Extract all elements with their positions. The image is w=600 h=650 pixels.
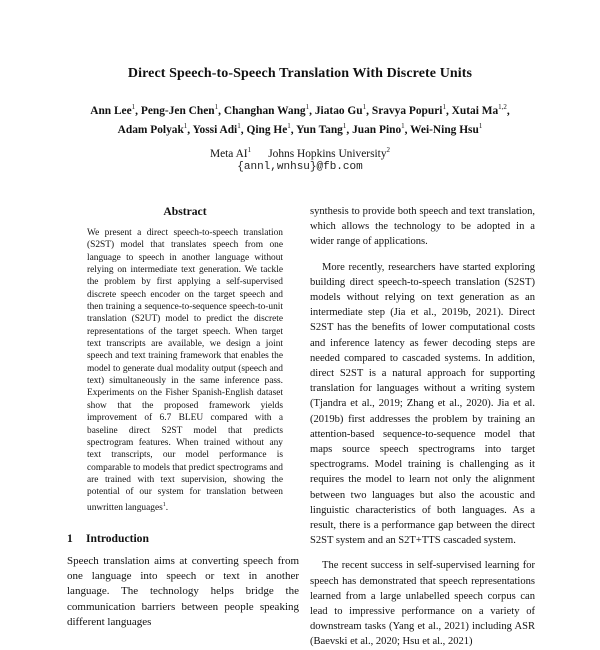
section-title: Introduction (86, 532, 149, 545)
author-name: Adam Polyak$^1$, (117, 122, 191, 136)
abstract-body: We present a direct speech-to-speech translation (S2ST) model that translates speech from one language to speech in another language without relying on intermediate text generation. We tackle the problem by first applying a self-supervised discrete speech encoder on the target speech and then training a sequence-to-sequence speech-to-unit translation (S2UT) model to predict the discrete representations of the target speech. When target text transcripts are available, we design a joint speech and text training framework that enables the model to generate dual modality output (speech and text) simultaneously in the same inference pass. Experiments on the Fisher Spanish-English dataset show that the proposed framework yields improvement of 6.7 BLEU compared with a baseline direct S2ST model that predicts spectrogram features. When trained without any text transcripts, our model performance is comparable to models that predict spectrograms and are trained with text supervision, showing the potential of our system for translation between unwritten languages$^1$. (87, 228, 283, 513)
right-column (310, 204, 535, 650)
affiliation-2: Johns Hopkins University$^2$ (268, 146, 391, 160)
affiliations (0, 146, 600, 160)
author-name: Wei-Ning Hsu$^1$ (410, 122, 483, 136)
right-paragraph-2: More recently, researchers have started exploring building direct speech-to-speech translation (S2ST) models without relying on text generation as an intermediate step (Jia et al., 2019b, 2021). Direct S2ST has the benefits of lower computational costs and inference latency as fewer decoding steps are needed compared to cascaded systems. In addition, direct S2ST is a natural approach for supporting translation for languages without a writing system (Tjandra et al., 2019; Zhang et al., 2020). Jia et al. (2019b) first addresses the problem by training an attention-based sequence-to-sequence model that maps source speech spectrograms into target spectrograms. Model training is challenging as it requires the model to learn not only the alignment between two languages but also the acoustic and linguistic characteristics of both languages. As a result, there is a performance gap between the direct S2ST system and an S2T+TTS cascaded system. (310, 261, 535, 547)
author-name: Xutai Ma$^{1,2}$, (451, 103, 510, 117)
affiliation-1: Meta $AI^1$ (209, 146, 252, 160)
author-name: Yun Tang$^1$, (296, 122, 350, 136)
author-name: Juan Pino$^1$, (352, 122, 408, 136)
author-name: Sravya Popuri$^1$, (371, 103, 449, 117)
right-paragraph-3: The recent success in self-supervised learning for speech has demonstrated that speech representations learned from a large unlabelled speech corpus can lead to impressive performance on a variety of downstream tasks (Yang et al., 2021) including ASR (Baevski et al., 2020; Hsu et al., 2021) (310, 560, 535, 648)
paper-title: Direct Speech-to-Speech Translation With Discrete Units (127, 66, 473, 81)
author-name: Yossi Adi$^1$, (192, 122, 244, 136)
author-name: Qing He$^1$, (246, 122, 294, 136)
right-paragraph-1: synthesis to provide both speech and text translation, which allows the technology to be adopted in a wider range of applications. (310, 206, 535, 248)
introduction-text: Speech translation aims at converting speech from one language into speech or text in another language. The technology helps bridge the communication barriers between people speaking different languages (67, 555, 299, 628)
author-name: Jiatao Gu$^1$, (314, 103, 369, 117)
contact-email: {annl,wnhsu}@fb.com (237, 161, 363, 173)
section-heading-introduction (67, 532, 149, 545)
author-list (60, 100, 540, 138)
footnote-mark: 1 (162, 501, 166, 508)
section-number: 1 (67, 532, 73, 545)
author-name: Ann Lee$^1$, (90, 103, 139, 117)
author-name: Changhan Wang$^1$, (223, 103, 312, 117)
abstract-heading: Abstract (163, 205, 207, 218)
author-name: Peng-Jen Chen$^1$, (140, 103, 221, 117)
